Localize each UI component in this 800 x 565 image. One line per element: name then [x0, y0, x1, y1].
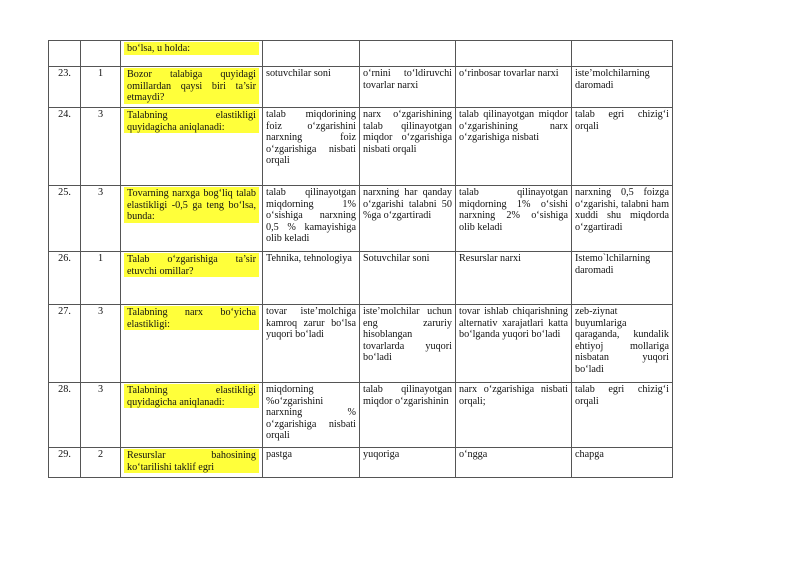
question-text: bo‘lsa, u holda: [124, 42, 259, 55]
question-text-cell [121, 67, 263, 108]
answer-d-cell: talab egri chizig‘i orqali [572, 383, 673, 448]
answer-d-cell: zeb-ziynat buyumlariga qaraganda, kundalik ehtiyoj mollariga nisbatan yuqori bo‘ladi [572, 305, 673, 383]
table-row [49, 305, 673, 383]
answer-b-cell: iste’molchilar uchun eng zaruriy hisoblangan tovarlarda yuqori bo‘ladi [360, 305, 456, 383]
answer-c-cell: Resurslar narxi [456, 252, 572, 305]
answer-b-cell: narxning har qanday o‘zgarishi talabni 50 %ga o‘zgartiradi [360, 186, 456, 252]
answer-b-cell: o‘rnini to‘ldiruvchi tovarlar narxi [360, 67, 456, 108]
answer-c-cell: tovar ishlab chiqarishning alternativ xarajatlari katta bo‘lganda yuqori bo‘ladi [456, 305, 572, 383]
answer-c-cell [456, 41, 572, 67]
answer-a-cell [263, 41, 360, 67]
table-row [49, 252, 673, 305]
answer-d-cell: Istemo`lchilarning daromadi [572, 252, 673, 305]
question-text-cell [121, 108, 263, 186]
question-text-cell [121, 186, 263, 252]
answer-a-cell: talab qilinayotgan miqdorning 1% o‘sishiga narxning 0,5 % kamayishiga olib keladi [263, 186, 360, 252]
question-number-cell: 23. [49, 67, 81, 108]
table-row [49, 186, 673, 252]
answer-b-cell: narx o‘zgarishining talab qilinayotgan miqdor o‘zgarishiga nisbati orqali [360, 108, 456, 186]
question-number-cell [49, 41, 81, 67]
question-number-cell: 26. [49, 252, 81, 305]
question-text-cell [121, 252, 263, 305]
answer-b-cell: yuqoriga [360, 448, 456, 478]
question-text: Bozor talabiga quyidagi omillardan qaysi biri ta’sir etmaydi? [124, 68, 259, 104]
question-points-cell: 3 [81, 108, 121, 186]
answer-c-cell: o‘rinbosar tovarlar narxi [456, 67, 572, 108]
test-questions-table [48, 40, 673, 478]
question-points-cell [81, 41, 121, 67]
question-number-cell: 29. [49, 448, 81, 478]
table-row [49, 383, 673, 448]
answer-a-cell: pastga [263, 448, 360, 478]
answer-a-cell: Tehnika, tehnologiya [263, 252, 360, 305]
question-text: Talab o‘zgarishiga ta’sir etuvchi omillar? [124, 253, 259, 277]
question-points-cell: 2 [81, 448, 121, 478]
question-text: Talabning narx bo‘yicha elastikligi: [124, 306, 259, 330]
answer-c-cell: talab qilinayotgan miqdorning 1% o‘sishi narxning 2% o‘sishiga olib keladi [456, 186, 572, 252]
answer-d-cell [572, 41, 673, 67]
answer-c-cell: o‘ngga [456, 448, 572, 478]
question-points-cell: 1 [81, 252, 121, 305]
question-points-cell: 1 [81, 67, 121, 108]
answer-c-cell: talab qilinayotgan miqdor o‘zgarishining narx o‘zgarishiga nisbati [456, 108, 572, 186]
answer-b-cell: talab qilinayotgan miqdor o‘zgarishinin [360, 383, 456, 448]
answer-a-cell: talab miqdorining foiz o‘zgarishini narxning foiz o‘zgarishiga nisbati orqali [263, 108, 360, 186]
answer-a-cell: tovar iste’molchiga kamroq zarur bo‘lsa yuqori bo‘ladi [263, 305, 360, 383]
table-row [49, 41, 673, 67]
table-row [49, 448, 673, 478]
question-points-cell: 3 [81, 305, 121, 383]
answer-b-cell: Sotuvchilar soni [360, 252, 456, 305]
question-text: Talabning elastikligi quyidagicha aniqlanadi: [124, 384, 259, 408]
question-number-cell: 28. [49, 383, 81, 448]
question-number-cell: 24. [49, 108, 81, 186]
answer-b-cell [360, 41, 456, 67]
table-row [49, 108, 673, 186]
question-text-cell [121, 448, 263, 478]
answer-d-cell: narxning 0,5 foizga o‘zgarishi, talabni ham xuddi shu miqdorda o‘zgartiradi [572, 186, 673, 252]
question-text-cell [121, 383, 263, 448]
question-text: Talabning elastikligi quyidagicha aniqlanadi: [124, 109, 259, 133]
question-number-cell: 27. [49, 305, 81, 383]
question-points-cell: 3 [81, 383, 121, 448]
answer-a-cell: sotuvchilar soni [263, 67, 360, 108]
answer-d-cell: talab egri chizig‘i orqali [572, 108, 673, 186]
answer-c-cell: narx o‘zgarishiga nisbati orqali; [456, 383, 572, 448]
question-text-cell [121, 305, 263, 383]
question-number-cell: 25. [49, 186, 81, 252]
question-points-cell: 3 [81, 186, 121, 252]
answer-d-cell: chapga [572, 448, 673, 478]
table-row [49, 67, 673, 108]
question-text-cell [121, 41, 263, 67]
answer-d-cell: iste’molchilarning daromadi [572, 67, 673, 108]
question-text: Tovarning narxga bog‘liq talab elastikligi -0,5 ga teng bo‘lsa, bunda: [124, 187, 259, 223]
question-text: Resurslar bahosining ko‘tarilishi taklif egri [124, 449, 259, 473]
answer-a-cell: miqdorning %o‘zgarishini narxning % o‘zgarishiga nisbati orqali [263, 383, 360, 448]
